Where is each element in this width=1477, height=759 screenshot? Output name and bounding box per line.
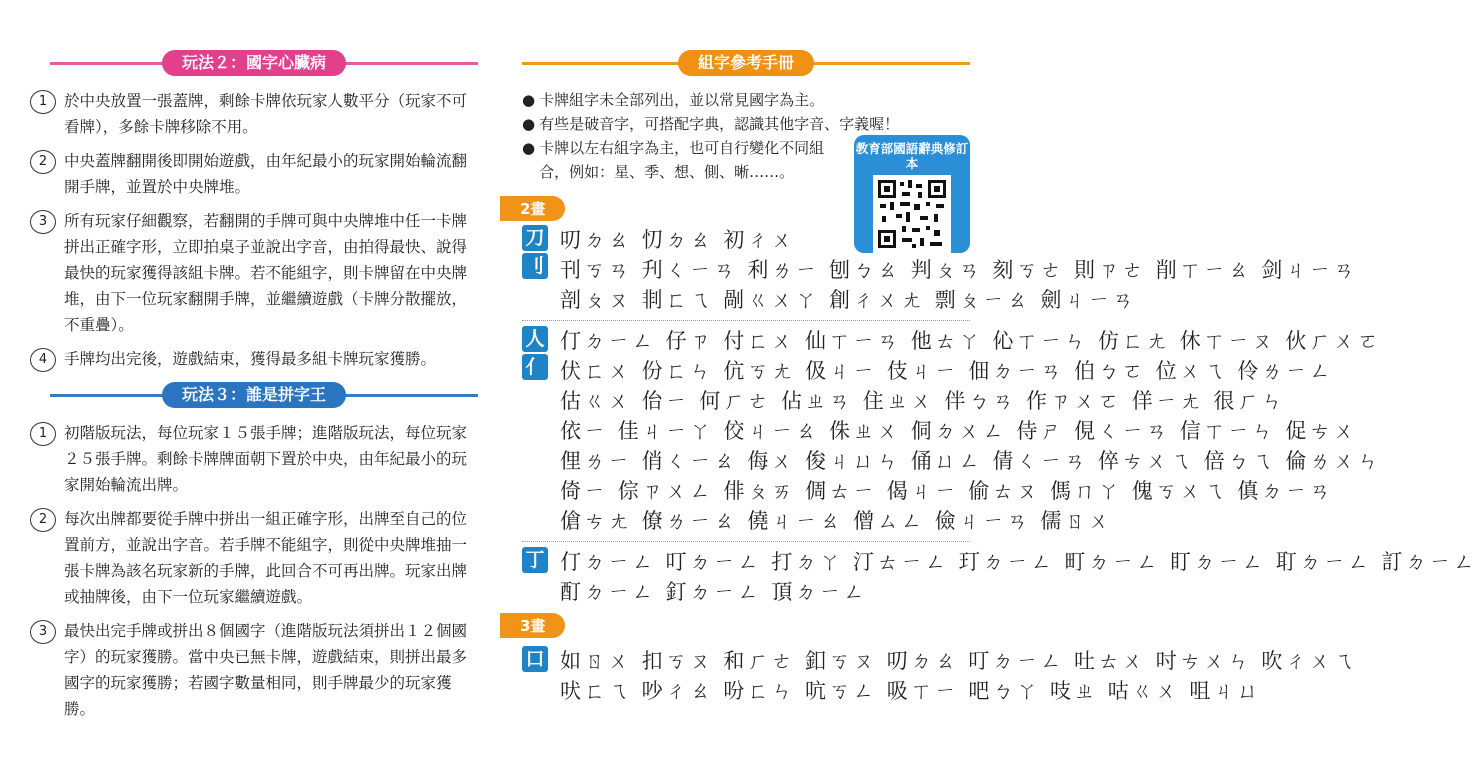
stroke-section-2	[520, 196, 1477, 607]
radical-group	[522, 326, 1382, 536]
reference-header	[522, 48, 970, 78]
char-line: 酊ㄉㄧㄥ 釘ㄉㄧㄥ 頂ㄉㄧㄥ	[560, 580, 868, 604]
rule-item: 4 手牌均出完後，遊戲結束，獲得最多組卡牌玩家獲勝。	[30, 346, 478, 372]
rule-item: 3 所有玩家仔細觀察，若翻開的手牌可與中央牌堆中任一卡牌拼出正確字形，立即拍桌子並說出字音，由拍得最快、說得最快的玩家獲得該組卡牌。若不能組字，則卡牌留在中央牌堆，由下一位玩家翻開手牌，並繼續遊戲（卡牌分散擺放，不重疊）。	[30, 208, 478, 338]
char-line: 吠ㄈㄟ 吵ㄔㄠ 吩ㄈㄣ 吭ㄎㄥ 吸ㄒㄧ 吧ㄅㄚ 吱ㄓ 咕ㄍㄨ 咀ㄐㄩ	[560, 679, 1262, 703]
radical-tile: 刂	[522, 253, 548, 279]
radical-tile: 亻	[522, 354, 548, 380]
char-line: 仃ㄉㄧㄥ 仔ㄗ 付ㄈㄨ 仙ㄒㄧㄢ 他ㄊㄚ 伈ㄒㄧㄣ 仿ㄈㄤ 休ㄒㄧㄡ 伙ㄏㄨㄛ	[560, 329, 1382, 353]
play3-title: 玩法３：誰是拼字王	[162, 382, 346, 408]
stroke-badge: 2畫	[500, 196, 565, 221]
radical-group	[522, 646, 1358, 706]
rule-item: 1 於中央放置一張蓋牌，剩餘卡牌依玩家人數平分（玩家不可看牌），多餘卡牌移除不用。	[30, 88, 478, 140]
char-line: 伏ㄈㄨ 份ㄈㄣ 伉ㄎㄤ 伋ㄐㄧ 伎ㄐㄧ 佃ㄉㄧㄢ 伯ㄅㄛ 位ㄨㄟ 伶ㄌㄧㄥ	[560, 359, 1334, 383]
play2-rules	[30, 88, 478, 372]
char-line: 仃ㄉㄧㄥ 叮ㄉㄧㄥ 打ㄉㄚ 汀ㄊㄧㄥ 玎ㄉㄧㄥ 町ㄉㄧㄥ 盯ㄉㄧㄥ 耵ㄉㄧㄥ 訂ㄉㄧㄥ	[560, 550, 1477, 574]
play2-header	[30, 48, 478, 78]
stroke-badge: 3畫	[500, 613, 565, 638]
char-line: 傖ㄘㄤ 僚ㄌㄧㄠ 僥ㄐㄧㄠ 僧ㄙㄥ 儉ㄐㄧㄢ 儒ㄖㄨ	[560, 509, 1113, 533]
play2-title: 玩法２：國字心臟病	[162, 50, 346, 76]
radical-group	[522, 547, 1477, 607]
reference-notes	[522, 88, 900, 184]
play3-rules	[30, 420, 478, 722]
char-line: 刊ㄎㄢ 刋ㄑㄧㄢ 利ㄌㄧ 刨ㄅㄠ 判ㄆㄢ 刻ㄎㄜ 則ㄗㄜ 削ㄒㄧㄠ 剑ㄐㄧㄢ	[560, 258, 1358, 282]
radical-tile: 人	[522, 326, 548, 352]
radical-tile: 刀	[522, 225, 548, 251]
char-line: 叨ㄉㄠ 忉ㄉㄠ 初ㄔㄨ	[560, 228, 796, 252]
radical-tile: 丁	[522, 547, 548, 573]
char-line: 估ㄍㄨ 佁ㄧ 何ㄏㄜ 佔ㄓㄢ 住ㄓㄨ 伴ㄅㄢ 作ㄗㄨㄛ 佯ㄧㄤ 很ㄏㄣ	[560, 389, 1286, 413]
rule-item: 2 中央蓋牌翻開後即開始遊戲，由年紀最小的玩家開始輪流翻開手牌，並置於中央牌堆。	[30, 148, 478, 200]
char-line: 依ㄧ 佳ㄐㄧㄚ 佼ㄐㄧㄠ 侏ㄓㄨ 侗ㄉㄨㄥ 侍ㄕ 俔ㄑㄧㄢ 信ㄒㄧㄣ 促ㄘㄨ	[560, 419, 1358, 443]
rule-item: 2 每次出牌都要從手牌中拼出一組正確字形，出牌至自己的位置前方，並說出字音。若手牌不能組字，則從中央牌堆抽一張卡牌為該名玩家新的手牌，此回合不可再出牌。玩家出牌或抽牌後，由下一位玩家繼續遊戲。	[30, 506, 478, 610]
note-item: ● 有些是破音字，可搭配字典，認識其他字音、字義喔！	[522, 115, 900, 133]
char-line: 如ㄖㄨ 扣ㄎㄡ 和ㄏㄜ 釦ㄎㄡ 叨ㄉㄠ 叮ㄉㄧㄥ 吐ㄊㄨ 吋ㄘㄨㄣ 吹ㄔㄨㄟ	[560, 649, 1358, 673]
note-item: ● 卡牌以左右組字為主，也可自行變化不同組合，例如：星、季、想、側、晰……。	[522, 139, 825, 181]
qr-code-icon[interactable]	[873, 175, 951, 253]
play3-header	[30, 380, 478, 410]
char-line: 倚ㄧ 倧ㄗㄨㄥ 俳ㄆㄞ 倜ㄊㄧ 偈ㄐㄧ 偷ㄊㄡ 傌ㄇㄚ 傀ㄎㄨㄟ 傎ㄉㄧㄢ	[560, 479, 1334, 503]
qr-title: 教育部國語辭典修訂本	[855, 141, 969, 171]
left-column	[30, 48, 478, 730]
rule-item: 1 初階版玩法，每位玩家１５張手牌；進階版玩法，每位玩家２５張手牌。剩餘卡牌牌面朝下置於中央，由年紀最小的玩家開始輪流出牌。	[30, 420, 478, 498]
radical-tile: 口	[522, 646, 548, 672]
reference-title: 組字參考手冊	[678, 50, 814, 76]
char-line: 俚ㄌㄧ 俏ㄑㄧㄠ 侮ㄨ 俊ㄐㄩㄣ 俑ㄩㄥ 倩ㄑㄧㄢ 倅ㄘㄨㄟ 倍ㄅㄟ 倫ㄌㄨㄣ	[560, 449, 1382, 473]
note-item: ● 卡牌組字未全部列出，並以常見國字為主。	[522, 91, 825, 109]
rule-item: 3 最快出完手牌或拼出８個國字（進階版玩法須拼出１２個國字）的玩家獲勝。當中央已無卡牌，遊戲結束，則拼出最多國字的玩家獲勝；若國字數量相同，則手牌最少的玩家獲勝。	[30, 618, 478, 722]
stroke-section-3	[520, 613, 1358, 706]
char-line: 剖ㄆㄡ 剕ㄈㄟ 剮ㄍㄨㄚ 創ㄔㄨㄤ 剽ㄆㄧㄠ 劍ㄐㄧㄢ	[560, 288, 1137, 312]
right-column	[520, 48, 1477, 706]
dictionary-qr-card[interactable]	[854, 135, 970, 253]
